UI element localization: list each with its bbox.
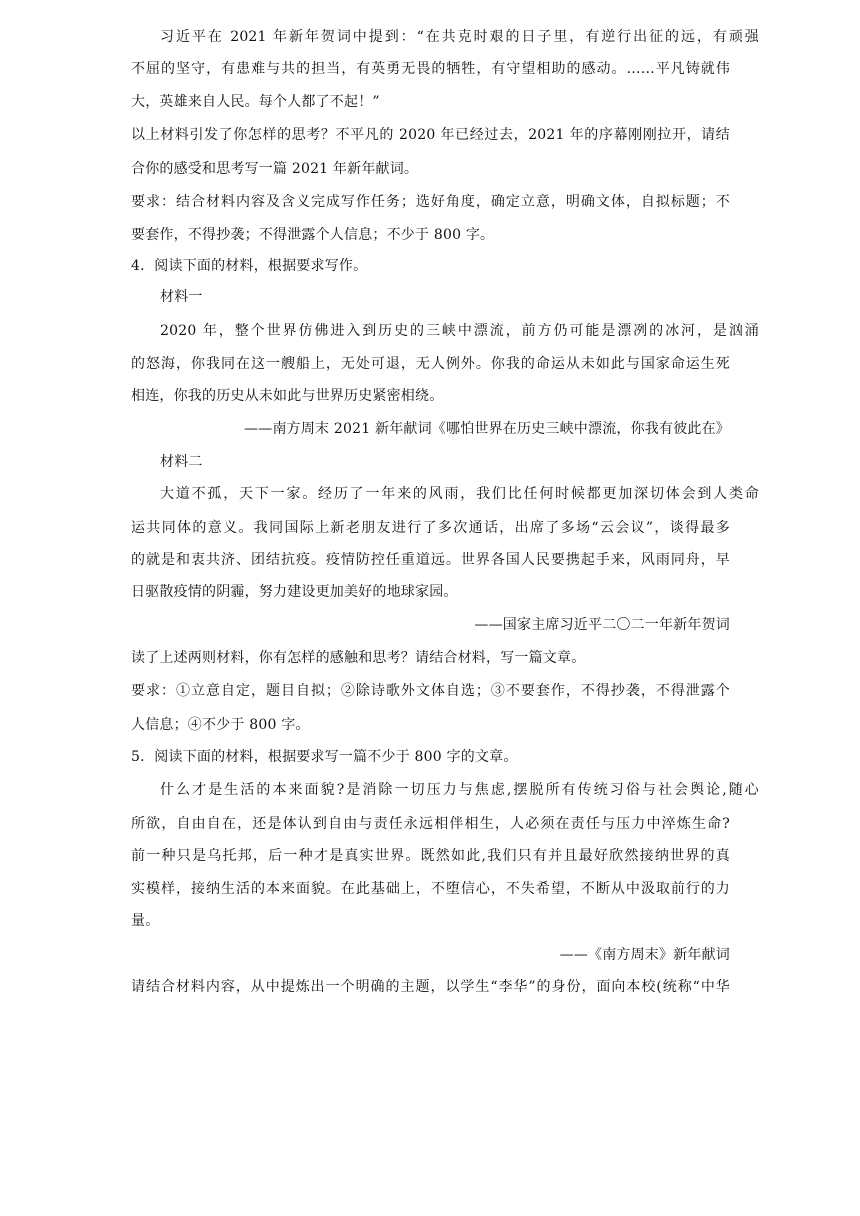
material-label: 材料二	[160, 454, 203, 470]
text-line: 大道不孤，天下一家。经历了一年来的风雨，我们比任何时候都更加深切体会到人类命	[160, 486, 759, 502]
text-line: 以上材料引发了你怎样的思考？不平凡的 2020 年已经过去，2021 年的序幕刚刚拉开，请结	[131, 127, 730, 143]
text-line: 要求：结合材料内容及含义完成写作任务；选好角度，确定立意，明确文体，自拟标题；不	[131, 194, 730, 210]
question-heading: 5．阅读下面的材料，根据要求写一篇不少于 800 字的文章。	[131, 749, 518, 765]
text-line: 相连，你我的历史从未如此与世界历史紧密相绕。	[131, 388, 444, 404]
source-attribution: ——《南方周末》新年献词	[559, 947, 730, 963]
text-line: 不屈的坚守，有患难与共的担当，有英勇无畏的牺牲，有守望相助的感动。……平凡铸就伟	[131, 61, 730, 77]
text-line: 读了上述两则材料，你有怎样的感触和思考？请结合材料，写一篇文章。	[131, 650, 586, 666]
text-line: 请结合材料内容，从中提炼出一个明确的主题，以学生“李华”的身份，面向本校(统称“中华	[131, 979, 730, 995]
text-line: 量。	[131, 913, 160, 929]
question-heading: 4．阅读下面的材料，根据要求写作。	[131, 258, 368, 274]
text-line: 什么才是生活的本来面貌?是消除一切压力与焦虑,摆脱所有传统习俗与社会舆论,随心	[160, 782, 759, 798]
text-line: 人信息；④不少于 800 字。	[131, 717, 310, 733]
text-line: 前一种只是乌托邦，后一种才是真实世界。既然如此,我们只有并且最好欣然接纳世界的真	[131, 848, 730, 864]
text-line: 要套作，不得抄袭；不得泄露个人信息；不少于 800 字。	[131, 227, 495, 243]
text-line: 日驱散疫情的阴霾，努力建设更加美好的地球家园。	[131, 584, 458, 600]
text-line: 的怒海，你我同在这一艘船上，无处可退，无人例外。你我的命运从未如此与国家命运生死	[131, 356, 730, 372]
text-line: 习近平在 2021 年新年贺词中提到：“在共克时艰的日子里，有逆行出征的远，有顽强	[160, 29, 759, 45]
text-line: 2020 年，整个世界仿佛进入到历史的三峡中漂流，前方仍可能是漂冽的冰河，是汹涌	[160, 323, 759, 339]
text-line: 实模样，接纳生活的本来面貌。在此基础上，不堕信心，不失希望，不断从中汲取前行的力	[131, 881, 730, 897]
text-line: 所欲，自由自在，还是体认到自由与责任永远相伴相生，人必须在责任与压力中淬炼生命?	[131, 816, 730, 832]
text-line: 要求：①立意自定，题目自拟；②除诗歌外文体自选；③不要套作，不得抄袭，不得泄露个	[131, 683, 730, 699]
text-line: 运共同体的意义。我同国际上新老朋友进行了多次通话，出席了多场“云会议”，谈得最多	[131, 520, 730, 536]
material-label: 材料一	[160, 289, 203, 305]
source-attribution: ——南方周末 2021 新年献词《哪怕世界在历史三峡中漂流，你我有彼此在》	[244, 421, 730, 437]
source-attribution: ——国家主席习近平二〇二一年新年贺词	[474, 617, 730, 633]
text-line: 合你的感受和思考写一篇 2021 年新年献词。	[131, 161, 419, 177]
text-line: 大，英雄来自人民。每个人都了不起！”	[131, 94, 380, 110]
text-line: 的就是和衷共济、团结抗疫。疫情防控任重道远。世界各国人民要携起手来，风雨同舟，早	[131, 552, 730, 568]
